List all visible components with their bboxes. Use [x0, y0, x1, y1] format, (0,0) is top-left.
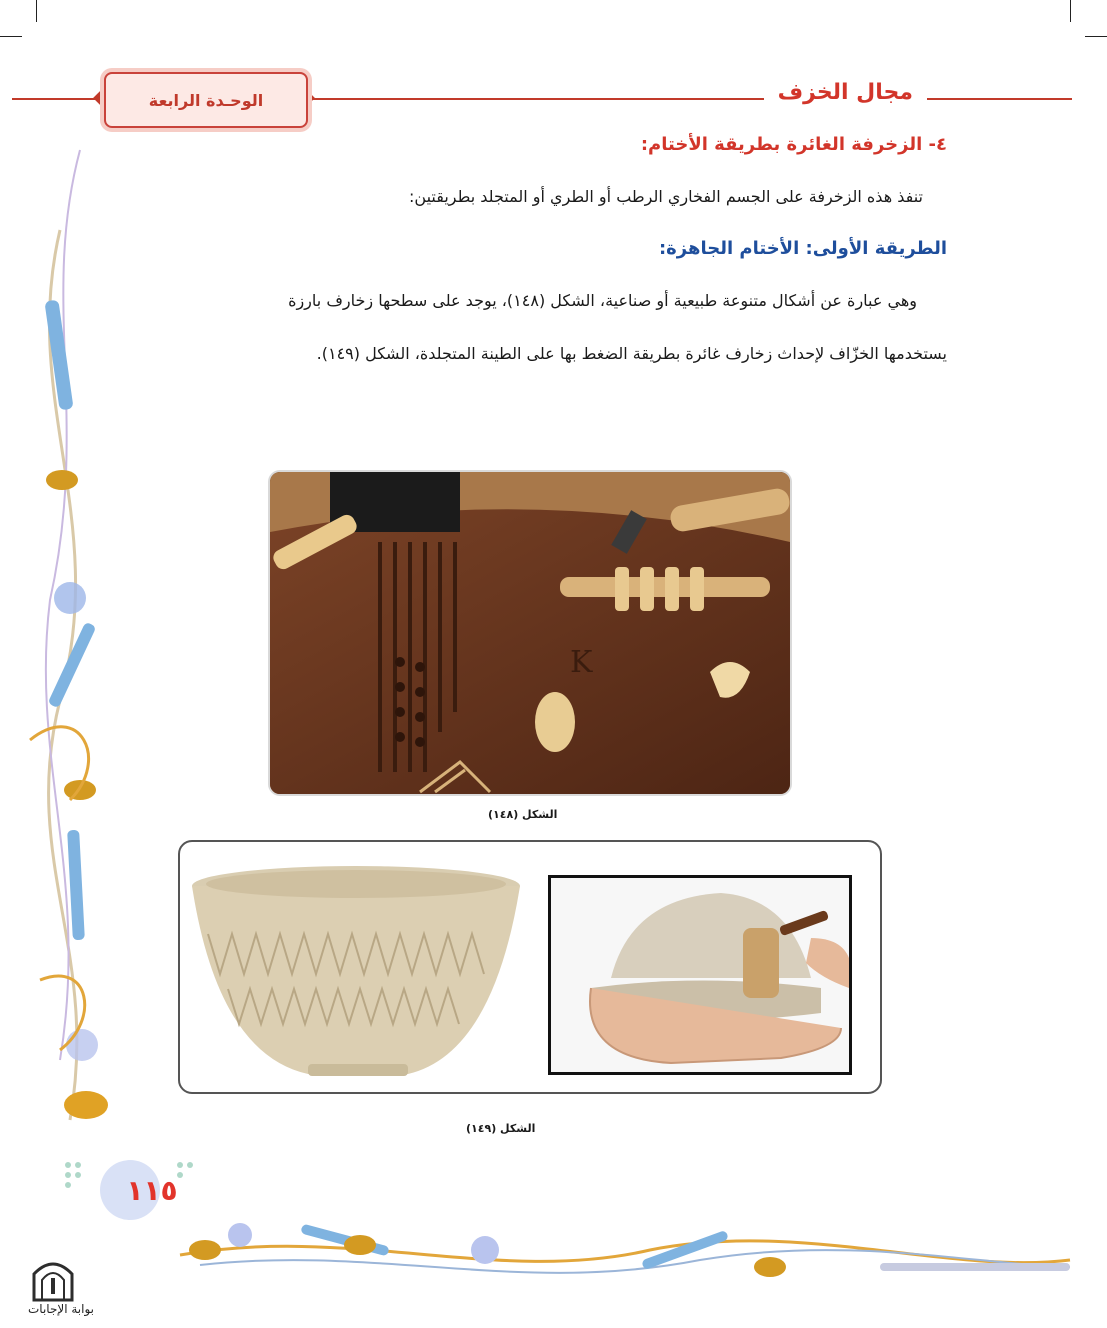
method-heading: الطريقة الأولى: الأختام الجاهزة: — [658, 238, 947, 259]
stamped-bowl-photo — [188, 864, 524, 1084]
answers-gate-logo-icon — [30, 1256, 76, 1302]
field-title: مجال الخزف — [764, 80, 927, 105]
crop-mark — [1070, 0, 1071, 22]
figure-148-stamps-photo — [268, 470, 792, 796]
unit-badge — [104, 72, 308, 128]
clay-stamps-illustration — [270, 472, 790, 794]
logo-caption: بوابة الإجابات — [28, 1302, 95, 1316]
side-floral-decoration — [0, 0, 140, 1328]
section-heading: ٤- الزخرفة الغائرة بطريقة الأختام: — [640, 134, 947, 155]
svg-text:K: K — [570, 645, 593, 680]
figure-149-frame — [178, 840, 882, 1094]
intro-text: تنفذ هذه الزخرفة على الجسم الفخاري الرطب أو الطري أو المتجلد بطريقتين: — [409, 187, 923, 206]
figure-149-caption: الشكل (١٤٩) — [466, 1122, 536, 1135]
crop-mark — [1085, 36, 1107, 37]
paragraph-line-2: يستخدمها الخزّاف لإحداث زخارف غائرة بطريقة الضغط بها على الطينة المتجلدة، الشكل (١٤٩). — [316, 344, 947, 363]
page-number: ١١٥ — [126, 1173, 178, 1207]
unit-badge-label: الوحـدة الرابعة — [148, 90, 264, 110]
paragraph-line-1: وهي عبارة عن أشكال متنوعة طبيعية أو صناعية، الشكل (١٤٨)، يوجد على سطحها زخارف بارزة — [288, 291, 917, 310]
figure-148-caption: الشكل (١٤٨) — [488, 808, 558, 821]
hand-roller-illustration — [551, 878, 849, 1072]
hand-roller-photo — [548, 875, 852, 1075]
bottom-floral-decoration — [0, 1205, 1107, 1295]
